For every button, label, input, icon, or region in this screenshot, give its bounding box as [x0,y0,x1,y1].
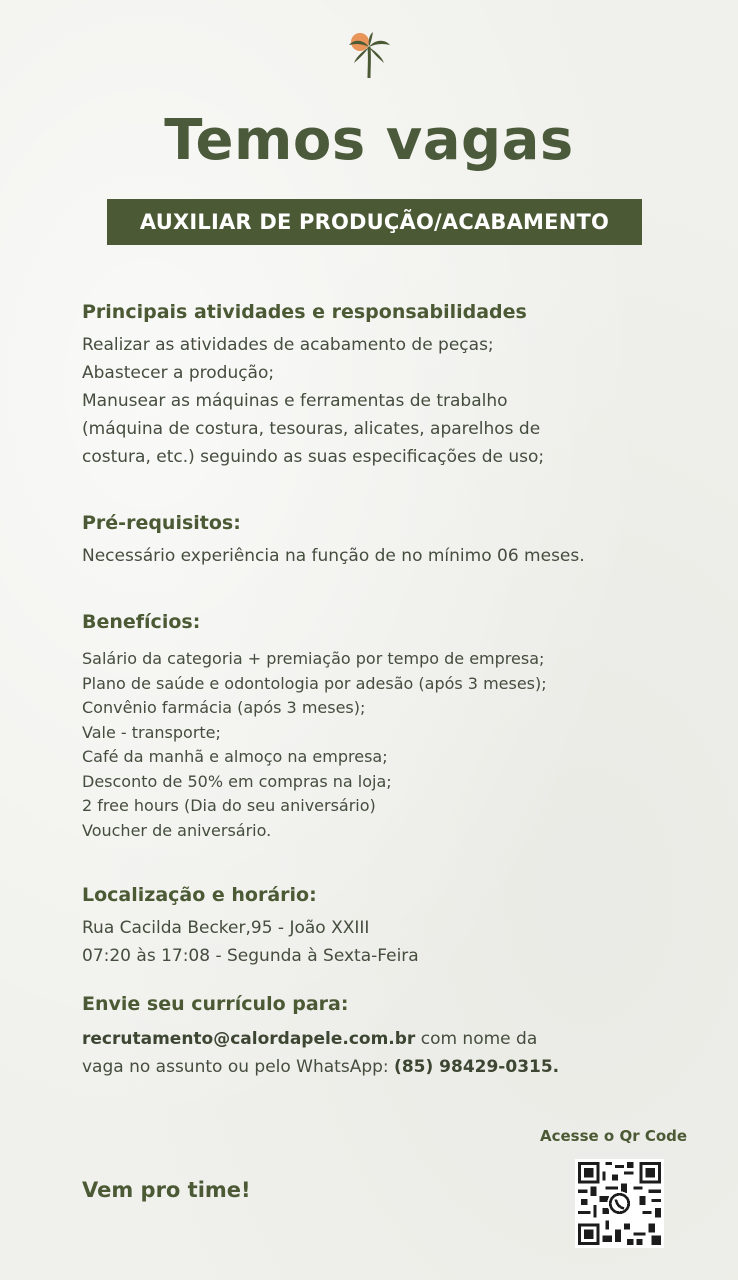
qr-code-icon[interactable] [575,1159,664,1248]
requirements-text: Necessário experiência na função de no mínimo 06 meses. [82,546,585,566]
page-title: Temos vagas [164,108,574,173]
email-link[interactable]: recrutamento@calordapele.com.br [82,1029,416,1049]
apply-body: com nome da vaga no assunto ou pelo WhatsApp: [82,1029,538,1077]
position-banner: AUXILIAR DE PRODUÇÃO/ACABAMENTO [107,199,642,245]
palm-tree-sun-icon [345,30,393,80]
whatsapp-number[interactable]: (85) 98429-0315. [394,1057,560,1077]
location-section [82,884,702,970]
requirements-heading: Pré-requisitos: [82,512,241,534]
activities-heading: Principais atividades e responsabilidades [82,301,527,323]
apply-text [82,1025,702,1081]
location-heading: Localização e horário: [82,884,317,906]
benefits-heading: Benefícios: [82,611,201,633]
call-to-action: Vem pro time! [82,1178,251,1202]
requirements-section [82,512,702,570]
activities-section [82,301,702,471]
benefits-section [82,611,702,843]
activities-text: Realizar as atividades de acabamento de peças; Abastecer a produção; Manusear as máquinas e ferramentas de trabalho (máquina de costura, tesouras, alicates, aparelhos de costura, etc.) seguindo as suas especificações de uso; [82,335,545,467]
apply-heading: Envie seu currículo para: [82,993,349,1015]
qr-label: Acesse o Qr Code [540,1127,688,1145]
location-text: Rua Cacilda Becker,95 - João XXIII 07:20 às 17:08 - Segunda à Sexta-Feira [82,918,419,966]
benefits-text: Salário da categoria + premiação por tempo de empresa; Plano de saúde e odontologia por adesão (após 3 meses); Convênio farmácia (após 3 meses); Vale - transporte; Café da manhã e almoço na empresa; Desconto de 50% em compras na loja; 2 free hours (Dia do seu aniversário) Voucher de aniversário. [82,649,547,840]
apply-section [82,993,702,1081]
